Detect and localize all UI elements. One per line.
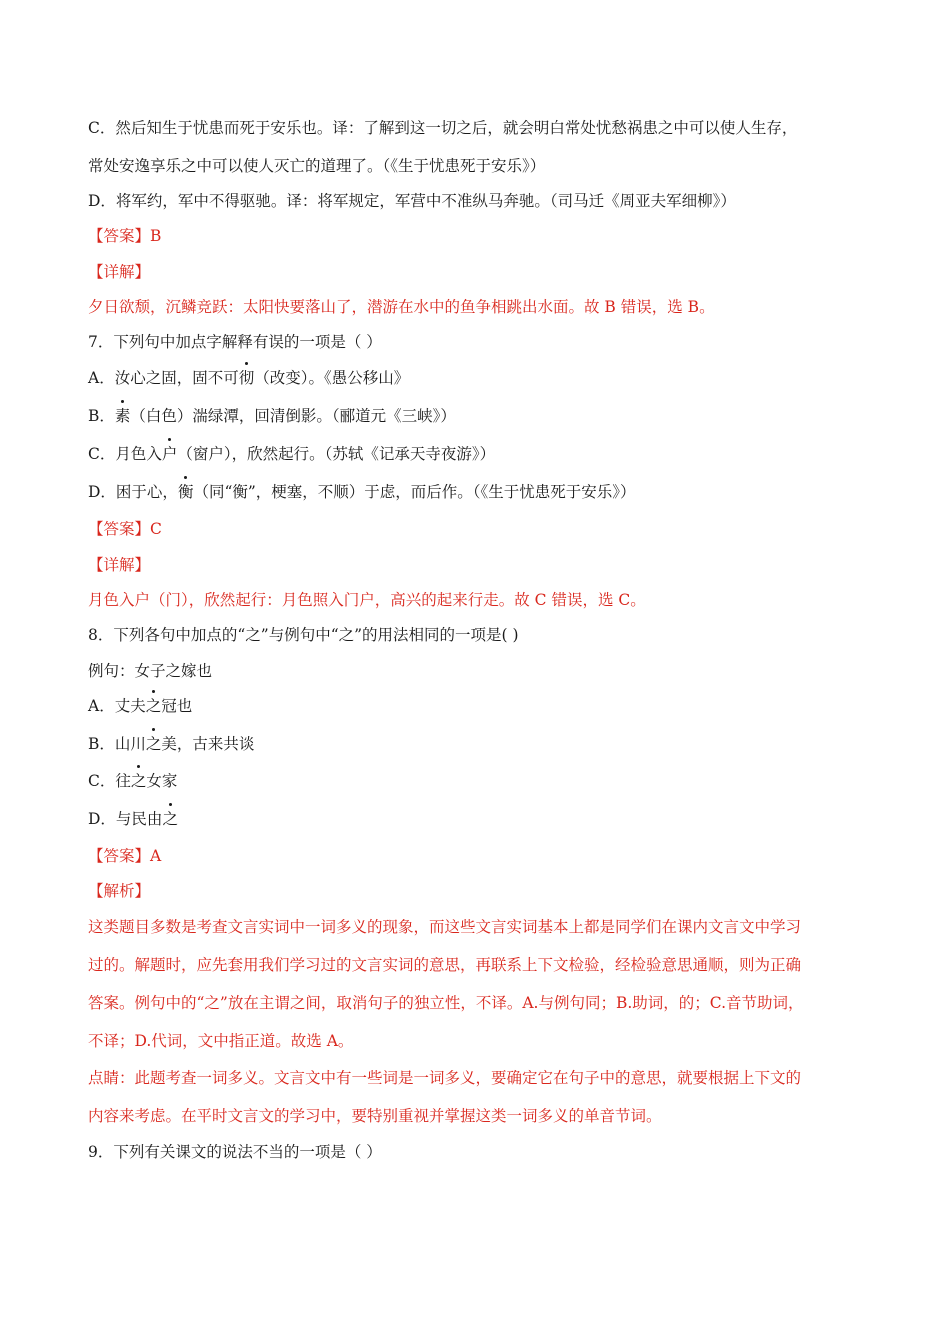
q8-option-c-dotted-char: 之 — [130, 772, 147, 790]
q8-option-c — [88, 770, 868, 792]
q7-option-d-dotted-char: 衡 — [177, 483, 194, 501]
q7-option-d — [88, 481, 868, 503]
q7-option-a-pre: A．汝心之固，固不可 — [88, 369, 239, 387]
q8-option-b — [88, 733, 868, 755]
q7-option-b-post: （白色）湍绿潭，回清倒影。（郦道元《三峡》） — [130, 407, 456, 425]
q7-option-c-pre: C．月色入 — [88, 445, 162, 463]
q7-option-b-dotted-char: 素 — [114, 407, 131, 425]
q8-option-a — [88, 695, 868, 717]
q8-analysis-line3: 答案。例句中的“之”放在主谓之间，取消句子的独立性，不译。A.与例句同；B.助词，的；C.音节助词， — [88, 994, 804, 1012]
q9-question: 9．下列有关课文的说法不当的一项是（ ） — [88, 1143, 382, 1161]
q8-analysis-label: 【解析】 — [88, 882, 151, 900]
q8-tip-line1: 点睛：此题考查一词多义。文言文中有一些词是一词多义，要确定它在句子中的意思，就要根据上下文的 — [88, 1069, 802, 1087]
q7-explain-text: 月色入户（门），欣然起行：月色照入门户，高兴的起来行走。故 C 错误，选 C。 — [88, 591, 646, 609]
q6-option-c-line2: 常处安逸享乐之中可以使人灭亡的道理了。（《生于忧患死于安乐》） — [88, 157, 546, 175]
q7-option-c-dotted-char: 户 — [161, 445, 178, 463]
q8-option-a-pre: A．丈夫 — [88, 697, 146, 715]
q8-option-c-pre: C．往 — [88, 772, 131, 790]
q7-option-d-post: （同“衡”，梗塞，不顺）于虑，而后作。（《生于忧患死于安乐》） — [193, 483, 636, 501]
q8-answer: 【答案】A — [88, 847, 162, 865]
q6-answer: 【答案】B — [88, 227, 162, 245]
q8-option-c-post: 女家 — [146, 772, 178, 790]
q6-explain-label: 【详解】 — [88, 263, 151, 281]
q7-option-c — [88, 443, 868, 465]
q7-option-d-pre: D．困于心， — [88, 483, 178, 501]
q8-analysis-line4: 不译；D.代词，文中指正道。故选 A。 — [88, 1032, 354, 1050]
q8-option-a-post: 冠也 — [161, 697, 193, 715]
q8-option-d-dotted-char: 之 — [162, 810, 178, 828]
q8-option-d-pre: D．与民由 — [88, 810, 163, 828]
q7-answer: 【答案】C — [88, 520, 162, 538]
q6-option-c-line1: C．然后知生于忧患而死于安乐也。译：了解到这一切之后，就会明白常处忧愁祸患之中可以使人生存， — [88, 119, 798, 137]
q7-option-b-pre: B． — [88, 407, 115, 425]
q6-explain-text: 夕日欲颓，沉鳞竞跃：太阳快要落山了，潜游在水中的鱼争相跳出水面。故 B 错误，选 B。 — [88, 298, 715, 316]
q8-analysis-line2: 过的。解题时，应先套用我们学习过的文言实词的意思，再联系上下文检验，经检验意思通顺，则为正确 — [88, 956, 802, 974]
q7-option-c-post: （窗户），欣然起行。（苏轼《记承天寺夜游》） — [177, 445, 496, 463]
q8-option-a-dotted-char: 之 — [145, 697, 162, 715]
q8-analysis-line1: 这类题目多数是考查文言实词中一词多义的现象，而这些文言实词基本上都是同学们在课内文言文中学习 — [88, 918, 802, 936]
q8-example: 例句：女子之嫁也 — [88, 662, 213, 680]
q8-tip-line2: 内容来考虑。在平时文言文的学习中，要特别重视并掌握这类一词多义的单音节词。 — [88, 1107, 662, 1125]
q8-option-b-post: 美，古来共谈 — [161, 735, 255, 753]
q8-option-d — [88, 808, 868, 830]
q7-option-b — [88, 405, 868, 427]
q7-option-a-dotted-char: 彻 — [238, 369, 255, 387]
q8-option-b-dotted-char: 之 — [145, 735, 162, 753]
q8-option-b-pre: B．山川 — [88, 735, 146, 753]
q7-explain-label: 【详解】 — [88, 556, 151, 574]
q7-question: 7．下列句中加点字解释有误的一项是（ ） — [88, 333, 382, 351]
q7-option-a — [88, 367, 868, 389]
q6-option-d: D．将军约，军中不得驱驰。译：将军规定，军营中不准纵马奔驰。（司马迁《周亚夫军细柳》） — [88, 192, 736, 210]
q8-question: 8．下列各句中加点的“之”与例句中“之”的用法相同的一项是( ) — [88, 626, 519, 644]
q7-option-a-post: （改变）。《愚公移山》 — [254, 369, 410, 387]
